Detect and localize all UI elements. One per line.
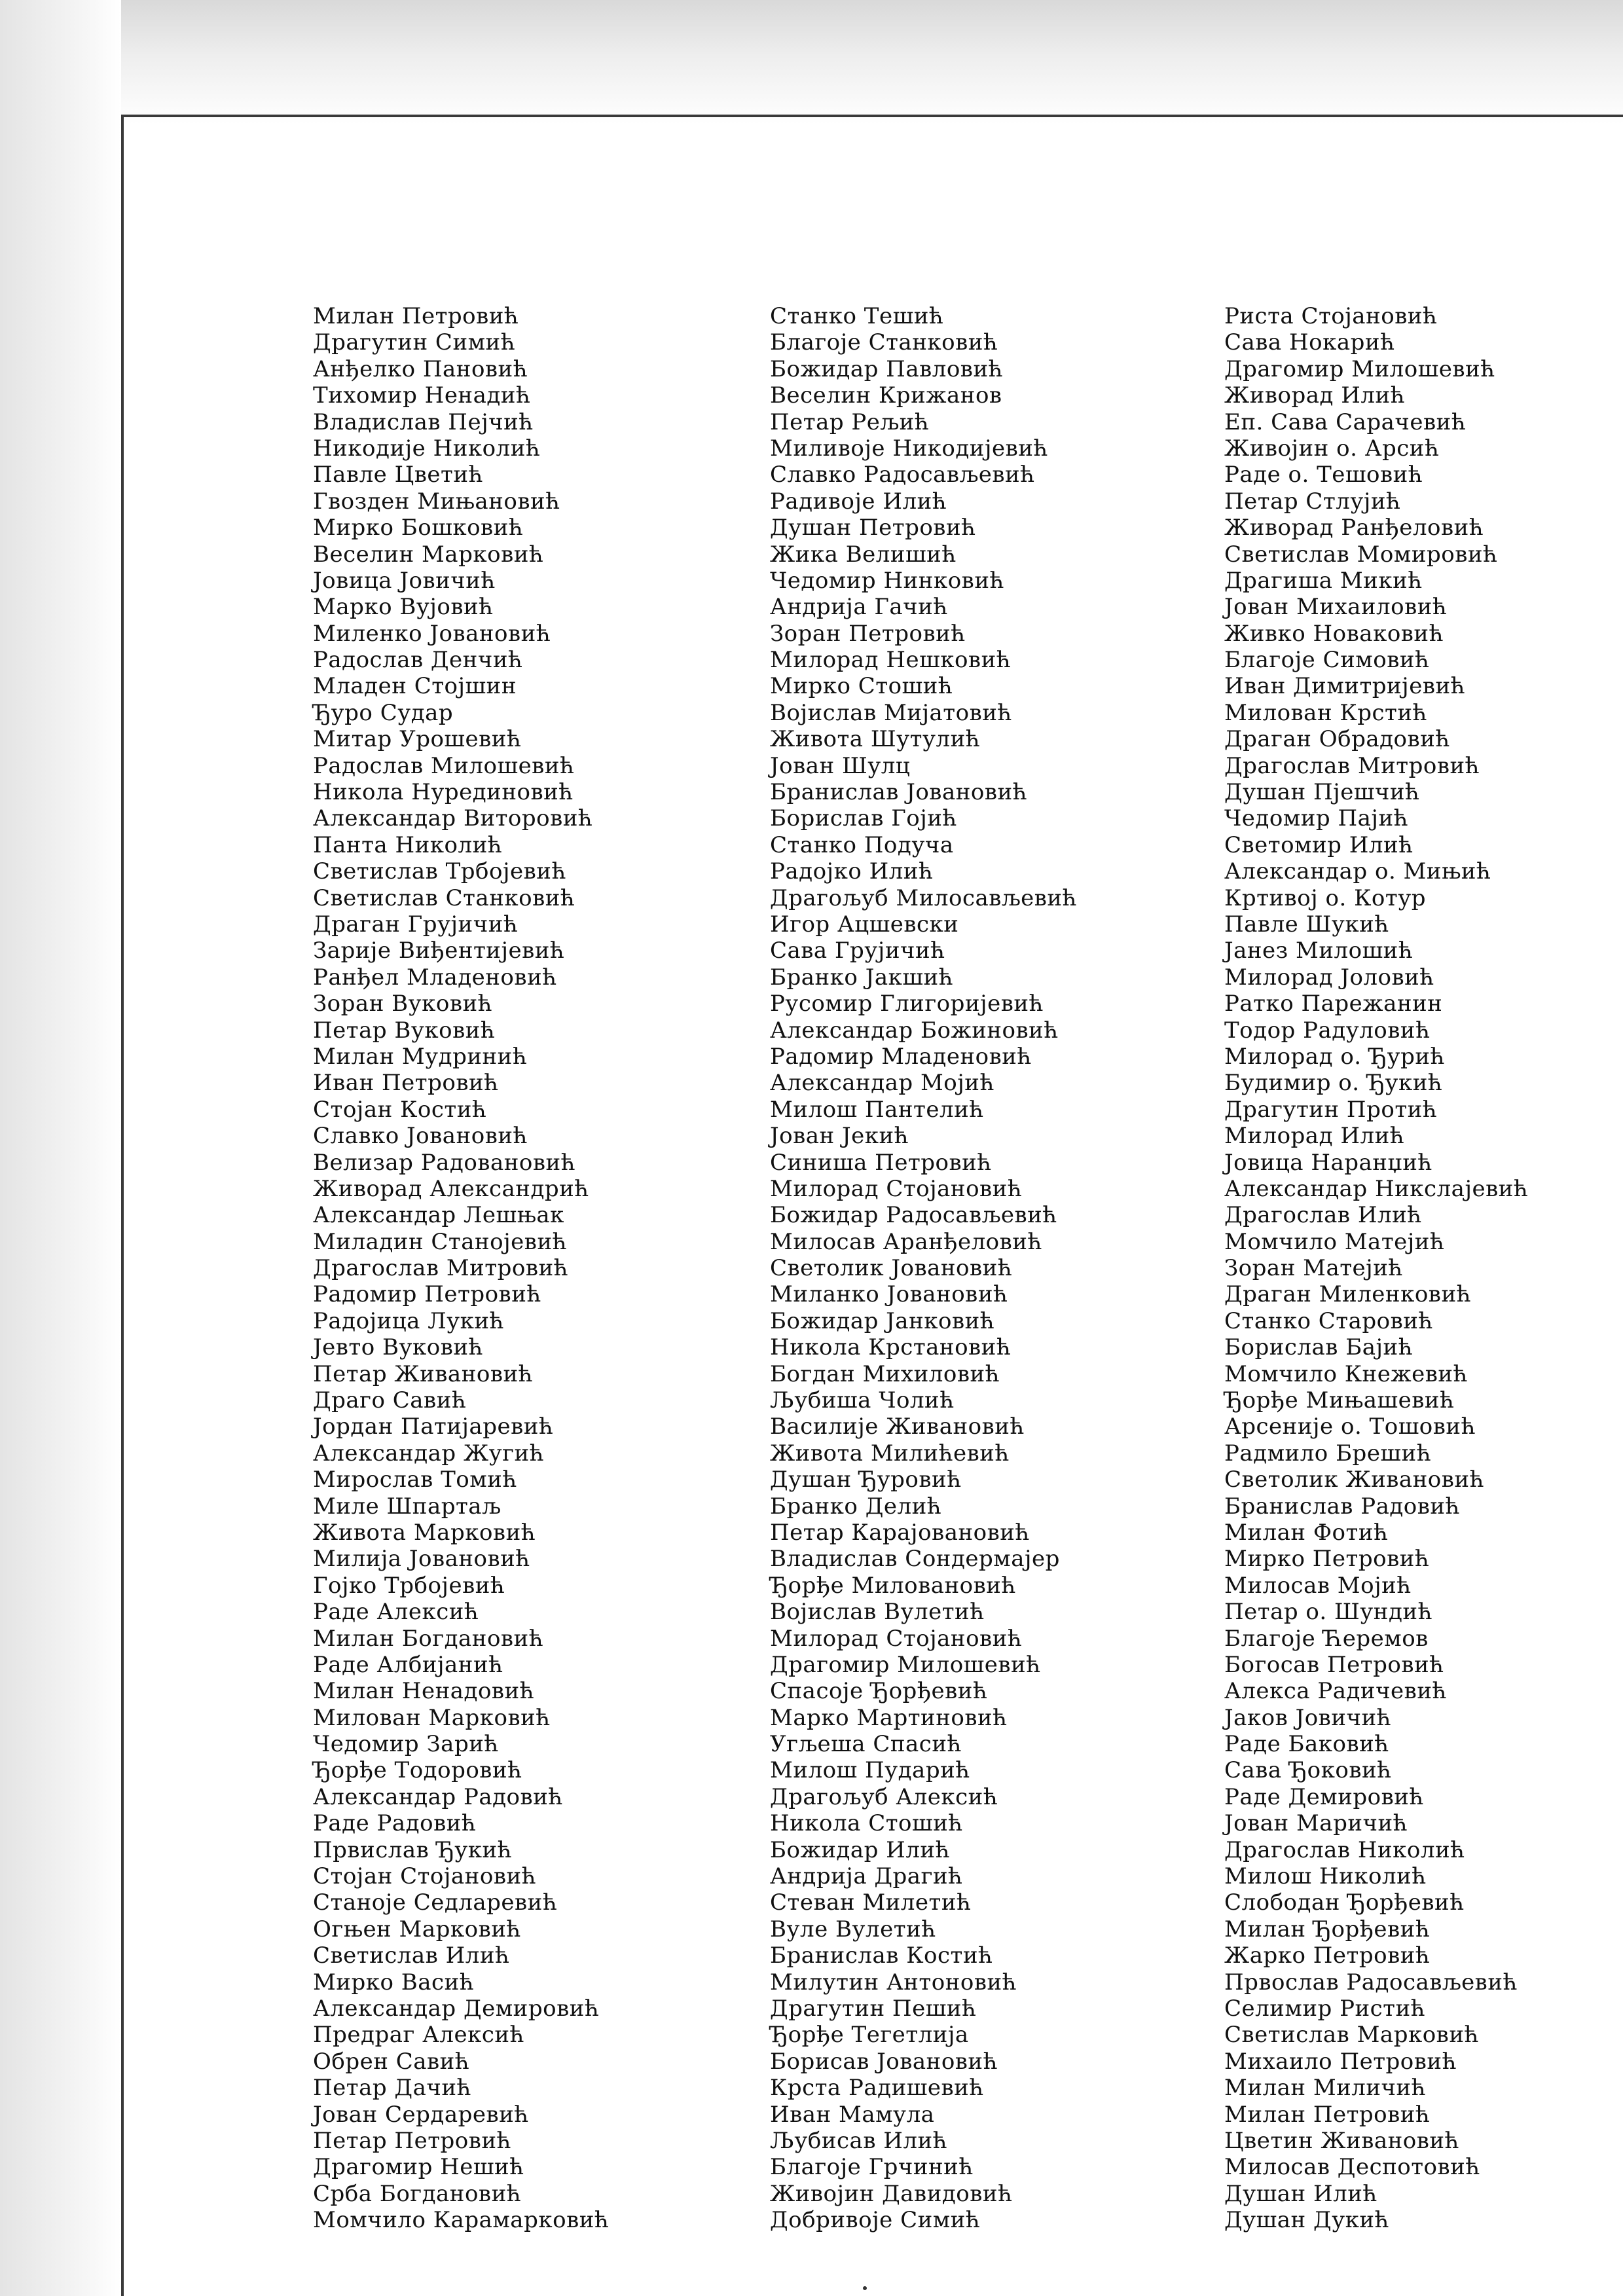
name-entry: Јован Сердаревић [313, 2101, 529, 2128]
name-entry: Гвозден Мињановић [313, 488, 560, 515]
name-entry: Живорад Илић [1224, 382, 1406, 409]
name-entry: Драган Миленковић [1224, 1281, 1472, 1308]
name-entry: Мирко Стошић [770, 673, 953, 700]
name-entry: Веселин Крижанов [770, 382, 1002, 409]
name-entry: Радомир Младеновић [770, 1043, 1032, 1070]
name-entry: Бранислав Костић [770, 1942, 993, 1969]
name-entry: Божидар Радосављевић [770, 1202, 1057, 1229]
name-entry: Милован Марковић [313, 1704, 551, 1731]
name-entry: Божидар Илић [770, 1836, 950, 1863]
names-column-3 [1224, 303, 1617, 2234]
name-entry: Светолик Јовановић [770, 1255, 1013, 1282]
name-entry: Милан Петровић [1224, 2101, 1431, 2128]
name-entry: Ђуро Судар [313, 699, 454, 726]
name-entry: Сава Грујичић [770, 938, 945, 964]
name-entry: Милан Петровић [313, 303, 519, 329]
name-entry: Ђорђе Тодоровић [313, 1757, 522, 1784]
name-entry: Драгутин Симић [313, 329, 516, 356]
name-entry: Миланко Јовановић [770, 1281, 1008, 1308]
name-entry: Никола Нурединовић [313, 779, 574, 806]
name-entry: Милан Богдановић [313, 1625, 544, 1652]
name-entry: Бранислав Јовановић [770, 779, 1028, 806]
name-entry: Милорад Јоловић [1224, 964, 1434, 991]
name-entry: Раде Албијанић [313, 1651, 503, 1678]
name-entry: Драган Грујичић [313, 911, 519, 938]
name-entry: Милија Јовановић [313, 1546, 530, 1573]
name-entry: Војислав Мијатовић [770, 699, 1012, 726]
name-entry: Живорад Александрић [313, 1175, 589, 1202]
name-entry: Александар Виторовић [313, 805, 593, 832]
name-entry: Драгослав Николић [1224, 1836, 1465, 1863]
name-entry: Селимир Ристић [1224, 1995, 1426, 2022]
name-entry: Милорад о. Ђурић [1224, 1043, 1445, 1070]
name-entry: Митар Урошевић [313, 726, 522, 753]
name-entry: Угљеша Спасић [770, 1731, 962, 1758]
name-entry: Јордан Патијаревић [313, 1413, 554, 1440]
name-entry: Живорад Ранђеловић [1224, 515, 1484, 541]
name-entry: Александар Демировић [313, 1995, 600, 2022]
name-entry: Бранко Јакшић [770, 964, 954, 991]
name-entry: Душан Ђуровић [770, 1467, 962, 1493]
name-entry: Сава Нокарић [1224, 329, 1395, 356]
name-entry: Светислав Момировић [1224, 541, 1498, 568]
name-entry: Милан Фотић [1224, 1519, 1389, 1546]
name-entry: Добривоје Симић [770, 2207, 981, 2234]
name-entry: Јовица Јовичић [313, 567, 496, 594]
name-entry: Божидар Јанковић [770, 1307, 995, 1334]
name-entry: Иван Мамула [770, 2101, 935, 2128]
name-entry: Раде Алексић [313, 1599, 479, 1626]
name-entry: Милосав Аранђеловић [770, 1228, 1042, 1255]
name-entry: Вуле Вулетић [770, 1916, 936, 1942]
name-entry: Петар Вуковић [313, 1017, 496, 1044]
name-entry: Марко Вујовић [313, 594, 494, 621]
name-entry: Момчило Кнежевић [1224, 1360, 1468, 1387]
name-entry: Петар Дачић [313, 2075, 471, 2102]
name-entry: Радојко Илић [770, 858, 934, 885]
name-entry: Станко Тешић [770, 303, 944, 329]
name-entry: Слободан Ђорђевић [1224, 1889, 1465, 1916]
name-entry: Драган Обрадовић [1224, 726, 1450, 753]
name-entry: Станко Подуча [770, 831, 954, 858]
name-entry: Радослав Денчић [313, 647, 523, 674]
scan-shadow-left [0, 0, 121, 2296]
name-entry: Благоје Ћеремов [1224, 1625, 1429, 1652]
name-entry: Алекса Радичевић [1224, 1678, 1447, 1705]
page-mark [863, 2286, 867, 2290]
name-entry: Милутин Антоновић [770, 1969, 1017, 1995]
name-entry: Тодор Радуловић [1224, 1017, 1431, 1044]
name-entry: Милан Ђорђевић [1224, 1916, 1431, 1942]
name-entry: Душан Петровић [770, 515, 976, 541]
name-entry: Станоје Седларевић [313, 1889, 558, 1916]
name-entry: Живојин Давидовић [770, 2180, 1013, 2207]
name-entry: Душан Дукић [1224, 2207, 1389, 2234]
name-entry: Петар Петровић [313, 2127, 511, 2154]
name-entry: Веселин Марковић [313, 541, 544, 568]
name-entry: Драгомир Милошевић [1224, 355, 1495, 382]
name-entry: Радомир Петровић [313, 1281, 541, 1308]
name-entry: Милан Мудринић [313, 1043, 528, 1070]
name-entry: Обрен Савић [313, 2048, 470, 2075]
names-column-1 [313, 303, 732, 2234]
name-entry: Јован Шулц [770, 752, 911, 779]
name-entry: Велизар Радовановић [313, 1149, 576, 1176]
name-entry: Крста Радишевић [770, 2075, 984, 2102]
name-entry: Радојица Лукић [313, 1307, 504, 1334]
name-entry: Милан Ненадовић [313, 1678, 535, 1705]
name-entry: Милорад Стојановић [770, 1175, 1023, 1202]
name-entry: Марко Мартиновић [770, 1704, 1008, 1731]
name-entry: Срба Богдановић [313, 2180, 522, 2207]
name-entry: Љубиша Чолић [770, 1387, 955, 1414]
name-entry: Светолик Живановић [1224, 1467, 1484, 1493]
name-entry: Првослав Радосављевић [1224, 1969, 1518, 1995]
name-entry: Борислав Бајић [1224, 1334, 1413, 1361]
name-entry: Тихомир Ненадић [313, 382, 531, 409]
name-entry: Јовица Наранџић [1224, 1149, 1432, 1176]
name-entry: Синиша Петровић [770, 1149, 992, 1176]
name-entry: Зоран Матејић [1224, 1255, 1403, 1282]
name-entry: Милован Крстић [1224, 699, 1427, 726]
name-entry: Мирко Васић [313, 1969, 475, 1995]
name-entry: Раде о. Тешовић [1224, 462, 1423, 488]
name-entry: Андрија Драгић [770, 1863, 963, 1890]
name-entry: Зарије Виђентијевић [313, 938, 565, 964]
name-entry: Мирко Бошковић [313, 515, 524, 541]
name-entry: Никодије Николић [313, 435, 541, 462]
name-entry: Александар Мојић [770, 1070, 994, 1097]
name-entry: Жарко Петровић [1224, 1942, 1431, 1969]
name-entry: Ђорђе Миловановић [770, 1572, 1016, 1599]
name-entry: Огњен Марковић [313, 1916, 521, 1942]
name-entry: Милосав Деспотовић [1224, 2154, 1480, 2181]
name-entry: Петар Живановић [313, 1360, 534, 1387]
name-entry: Кртивој о. Котур [1224, 884, 1426, 911]
names-column-2 [770, 303, 1189, 2234]
name-entry: Стојан Стојановић [313, 1863, 537, 1890]
name-entry: Иван Петровић [313, 1070, 499, 1097]
name-entry: Петар Стлујић [1224, 488, 1401, 515]
name-entry: Игор Ацшевски [770, 911, 959, 938]
name-entry: Мирослав Томић [313, 1467, 517, 1493]
name-entry: Панта Николић [313, 831, 503, 858]
name-entry: Русомир Глигоријевић [770, 991, 1044, 1017]
name-entry: Спасоје Ђорђевић [770, 1678, 988, 1705]
name-entry: Славко Јовановић [313, 1123, 528, 1150]
name-entry: Стојан Костић [313, 1096, 487, 1123]
name-entry: Светислав Илић [313, 1942, 510, 1969]
name-entry: Александар Никслајевић [1224, 1175, 1529, 1202]
name-entry: Борислав Гојић [770, 805, 957, 832]
name-entry: Петар Рељић [770, 409, 930, 435]
name-entry: Ранђел Младеновић [313, 964, 557, 991]
name-entry: Еп. Сава Сарачевић [1224, 409, 1467, 435]
name-entry: Јаков Јовичић [1224, 1704, 1392, 1731]
name-entry: Драгиша Микић [1224, 567, 1423, 594]
name-entry: Славко Радосављевић [770, 462, 1035, 488]
name-entry: Раде Демировић [1224, 1783, 1424, 1810]
name-entry: Владислав Пејчић [313, 409, 534, 435]
name-entry: Младен Стојшин [313, 673, 517, 700]
name-entry: Милош Николић [1224, 1863, 1427, 1890]
name-entry: Александар Лешњак [313, 1202, 564, 1229]
name-entry: Благоје Грчинић [770, 2154, 974, 2181]
name-entry: Зоран Петровић [770, 620, 966, 647]
name-entry: Радослав Милошевић [313, 752, 575, 779]
name-entry: Радмило Брешић [1224, 1440, 1432, 1467]
name-entry: Миленко Јовановић [313, 620, 551, 647]
name-entry: Стеван Милетић [770, 1889, 972, 1916]
name-entry: Душан Пјешчић [1224, 779, 1420, 806]
name-entry: Милош Пударић [770, 1757, 970, 1784]
name-entry: Петар о. Шундић [1224, 1599, 1432, 1626]
name-entry: Драго Савић [313, 1387, 467, 1414]
name-entry: Никола Крстановић [770, 1334, 1012, 1361]
name-entry: Ђорђе Тегетлија [770, 2022, 969, 2049]
name-entry: Станко Старовић [1224, 1307, 1433, 1334]
name-entry: Драгутин Протић [1224, 1096, 1438, 1123]
name-entry: Андрија Гачић [770, 594, 948, 621]
name-entry: Павле Шукић [1224, 911, 1389, 938]
name-entry: Бранко Делић [770, 1493, 942, 1520]
name-entry: Гојко Трбојевић [313, 1572, 505, 1599]
name-entry: Милорад Стојановић [770, 1625, 1023, 1652]
name-entry: Живота Марковић [313, 1519, 536, 1546]
name-entry: Зоран Вуковић [313, 991, 493, 1017]
name-entry: Драгослав Илић [1224, 1202, 1422, 1229]
name-entry: Благоје Симовић [1224, 647, 1430, 674]
name-entry: Јевто Вуковић [313, 1334, 483, 1361]
name-entry: Милосав Мојић [1224, 1572, 1412, 1599]
name-entry: Александар Радовић [313, 1783, 563, 1810]
name-entry: Љубисав Илић [770, 2127, 948, 2154]
name-entry: Живко Новаковић [1224, 620, 1444, 647]
name-entry: Цветин Живановић [1224, 2127, 1459, 2154]
name-entry: Богосав Петровић [1224, 1651, 1444, 1678]
name-entry: Живота Шутулић [770, 726, 981, 753]
name-entry: Риста Стојановић [1224, 303, 1438, 329]
name-entry: Чедомир Зарић [313, 1731, 499, 1758]
name-entry: Момчило Матејић [1224, 1228, 1445, 1255]
name-entry: Првислав Ђукић [313, 1836, 513, 1863]
name-entry: Јован Јекић [770, 1123, 909, 1150]
name-entry: Драгослав Митровић [1224, 752, 1480, 779]
name-entry: Арсеније о. Тошовић [1224, 1413, 1476, 1440]
name-entry: Светислав Марковић [1224, 2022, 1479, 2049]
name-entry: Владислав Сондермајер [770, 1546, 1060, 1573]
name-entry: Светислав Станковић [313, 884, 575, 911]
name-entry: Иван Димитријевић [1224, 673, 1466, 700]
name-entry: Драгољуб Алексић [770, 1783, 998, 1810]
name-entry: Миладин Станојевић [313, 1228, 567, 1255]
name-entry: Војислав Вулетић [770, 1599, 985, 1626]
name-entry: Драгољуб Милосављевић [770, 884, 1077, 911]
name-entry: Павле Цветић [313, 462, 483, 488]
name-entry: Душан Илић [1224, 2180, 1377, 2207]
name-entry: Милорад Илић [1224, 1123, 1405, 1150]
name-entry: Чедомир Пајић [1224, 805, 1409, 832]
scan-shadow-top [0, 0, 1623, 124]
name-entry: Никола Стошић [770, 1810, 963, 1837]
name-entry: Драгослав Митровић [313, 1255, 569, 1282]
name-entry: Раде Радовић [313, 1810, 477, 1837]
name-entry: Благоје Станковић [770, 329, 998, 356]
name-entry: Василије Живановић [770, 1413, 1025, 1440]
name-entry: Јован Маричић [1224, 1810, 1408, 1837]
name-entry: Анђелко Пановић [313, 355, 528, 382]
name-entry: Божидар Павловић [770, 355, 1004, 382]
name-entry: Мирко Петровић [1224, 1546, 1430, 1573]
name-entry: Будимир о. Ђукић [1224, 1070, 1443, 1097]
name-entry: Михаило Петровић [1224, 2048, 1457, 2075]
name-entry: Богдан Михиловић [770, 1360, 1000, 1387]
name-entry: Милорад Нешковић [770, 647, 1012, 674]
name-entry: Петар Карајовановић [770, 1519, 1030, 1546]
name-entry: Светислав Трбојевић [313, 858, 566, 885]
name-entry: Милош Пантелић [770, 1096, 984, 1123]
name-entry: Живота Милићевић [770, 1440, 1010, 1467]
name-entry: Чедомир Нинковић [770, 567, 1004, 594]
name-entry: Ратко Парежанин [1224, 991, 1443, 1017]
name-entry: Сава Ђоковић [1224, 1757, 1392, 1784]
name-entry: Александар Жугић [313, 1440, 545, 1467]
name-entry: Живојин о. Арсић [1224, 435, 1440, 462]
name-entry: Предраг Алексић [313, 2022, 524, 2049]
name-entry: Драгутин Пешић [770, 1995, 977, 2022]
name-entry: Жика Велишић [770, 541, 957, 568]
name-entry: Миливоје Никодијевић [770, 435, 1048, 462]
name-entry: Радивоје Илић [770, 488, 947, 515]
name-entry: Милан Миличић [1224, 2075, 1427, 2102]
name-entry: Миле Шпартаљ [313, 1493, 501, 1520]
name-entry: Момчило Карамарковић [313, 2207, 610, 2234]
name-entry: Јанез Милошић [1224, 938, 1413, 964]
name-entry: Ђорђе Мињашевић [1224, 1387, 1455, 1414]
name-entry: Драгомир Нешић [313, 2154, 524, 2181]
name-entry: Александар о. Мињић [1224, 858, 1491, 885]
name-entry: Раде Баковић [1224, 1731, 1389, 1758]
name-entry: Бранислав Радовић [1224, 1493, 1460, 1520]
name-entry: Драгомир Милошевић [770, 1651, 1041, 1678]
name-entry: Александар Божиновић [770, 1017, 1059, 1044]
name-entry: Светомир Илић [1224, 831, 1413, 858]
name-entry: Борисав Јовановић [770, 2048, 998, 2075]
name-entry: Јован Михаиловић [1224, 594, 1448, 621]
